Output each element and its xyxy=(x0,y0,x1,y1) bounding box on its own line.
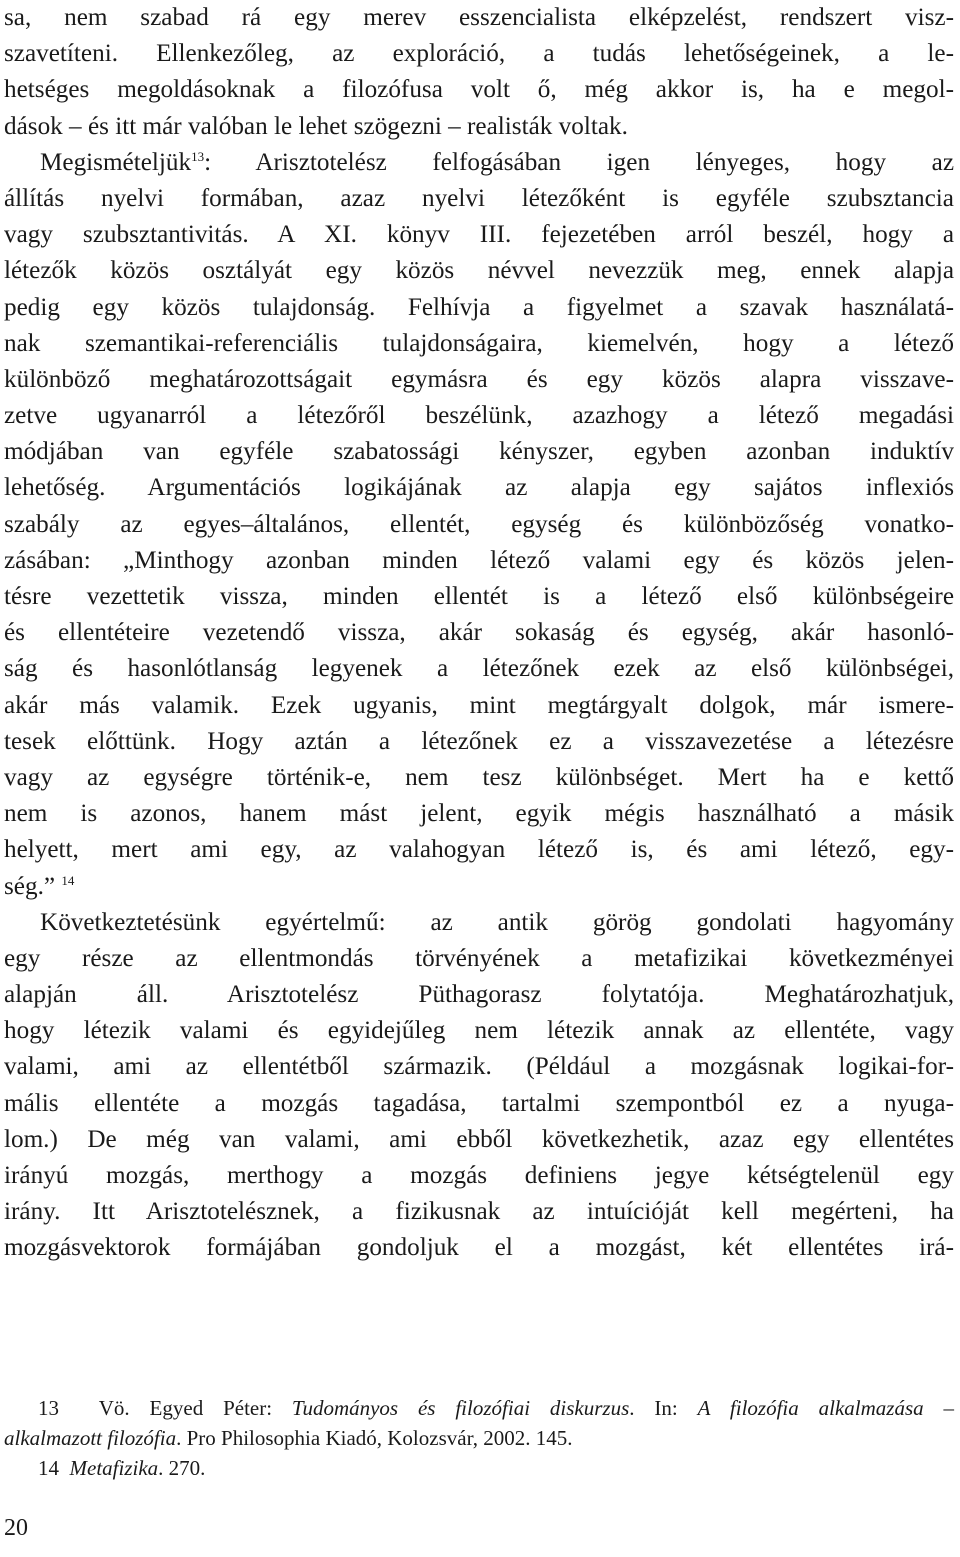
text-line: Következtetésünk egyértelmű: az antik görög gondolati hagyomány xyxy=(40,908,954,936)
text-line: vagy szubsztantivitás. A XI. könyv III. fejezetében arról beszél, hogy a xyxy=(4,221,954,249)
text-line xyxy=(4,869,954,905)
text-line: tesek előttünk. Hogy aztán a létezőnek ez a visszavezetése a létezésre xyxy=(4,727,954,755)
text-fragment: Megismételjük xyxy=(40,148,192,176)
footnote-number: 14 xyxy=(38,1456,59,1480)
text-line: sa, nem szabad rá egy merev esszencialista elképzelést, rendszert visz- xyxy=(4,4,954,31)
text-line: nak szemantikai-referenciális tulajdonságaira, kiemelvén, hogy a létező xyxy=(4,329,954,357)
footnote-text: . Pro Philosophia Kiadó, Kolozsvár, 2002. 145. xyxy=(176,1426,573,1450)
body-text xyxy=(4,0,954,1267)
footnote-number: 13 xyxy=(38,1396,59,1420)
text-line: szavetíteni. Ellenkezőleg, az exploráció, a tudás lehetőségeinek, a le- xyxy=(4,40,954,68)
text-line: vagy az egységre történik-e, nem tesz különbséget. Mert ha e kettő xyxy=(4,763,954,791)
text-line: zetve ugyanarról a létezőről beszélünk, azazhogy a létező megadási xyxy=(4,402,954,430)
text-line: létezők közös osztályát egy közös névvel nevezzük meg, ennek alapja xyxy=(4,257,954,285)
page-number: 20 xyxy=(4,1515,28,1541)
footnote-title: alkalmazott filozófia xyxy=(4,1426,177,1450)
text-line: hogy létezik valami és egyidejűleg nem létezik annak az ellentéte, vagy xyxy=(4,1017,954,1045)
text-line: ság és hasonlótlanság legyenek a létezőnek ezek az első különbségei, xyxy=(4,655,954,683)
text-line: különböző meghatározottságait egymásra és egy közös alapra visszave- xyxy=(4,365,954,393)
footnote-13 xyxy=(4,1393,954,1423)
text-line: valami, ami az ellentétből származik. (Például a mozgásnak logikai-for- xyxy=(4,1053,954,1081)
text-line: hetséges megoldásoknak a filozófusa volt ő, még akkor is, ha e megol- xyxy=(4,76,954,104)
text-line: pedig egy közös tulajdonság. Felhívja a figyelmet a szavak használatá- xyxy=(4,293,954,321)
text-line: módjában van egyféle szabatossági kényszer, egyben azonban induktív xyxy=(4,438,954,466)
text-line: zásában: „Minthogy azonban minden létező valami egy és közös jelen- xyxy=(4,546,954,574)
text-line: mális ellentéte a mozgás tagadása, tartalmi szempontból ez a nyuga- xyxy=(4,1089,954,1117)
text-line: egy része az ellentmondás törvényének a metafizikai következményei xyxy=(4,944,954,972)
footnote-text: . 270. xyxy=(158,1456,206,1480)
text-line: állítás nyelvi formában, azaz nyelvi létezőként is egyféle szubsztancia xyxy=(4,184,954,212)
footnote-title: Metafizika xyxy=(69,1456,159,1480)
text-line: mozgásvektorok formájában gondoljuk el a mozgást, két ellentétes irá- xyxy=(4,1234,954,1262)
footnote-title: A filozófia alkalmazása – xyxy=(697,1396,954,1420)
text-fragment: ség.” xyxy=(4,872,56,900)
text-fragment: : Arisztotelész felfogásában igen lényeges, hogy az xyxy=(204,148,954,176)
footnote-text: Vö. Egyed Péter: xyxy=(98,1396,292,1420)
text-line: tésre vezettetik vissza, minden ellentét is a létező első különbségeire xyxy=(4,583,954,610)
text-line: dások – és itt már valóban le lehet szögezni – realisták voltak. xyxy=(4,112,628,140)
footnote-ref-13: 13 xyxy=(191,148,205,164)
text-line: szabály az egyes–általános, ellentét, egység és különbözőség vonatko- xyxy=(4,510,954,538)
text-line: irány. Itt Arisztotelésznek, a fizikusnak az intuícióját kell megérteni, ha xyxy=(4,1198,954,1226)
footnote-13-continued xyxy=(4,1423,954,1453)
text-line: lom.) De még van valami, ami ebből következhetik, azaz egy ellentétes xyxy=(4,1125,954,1153)
footnote-ref-14: 14 xyxy=(61,872,75,888)
text-line xyxy=(4,145,954,181)
footnote-title: Tudományos és filozófiai diskurzus xyxy=(291,1396,630,1420)
text-line: nem is azonos, hanem mást jelent, egyik mégis használható a másik xyxy=(4,800,954,828)
text-line: irányú mozgás, merthogy a mozgás definiens jegye kétségtelenül egy xyxy=(4,1162,954,1189)
footnote-text: . In: xyxy=(629,1396,698,1420)
footnote-14 xyxy=(4,1453,954,1483)
text-line: akár más valamik. Ezek ugyanis, mint megtárgyalt dolgok, már ismere- xyxy=(4,691,954,719)
text-line: és ellentéteire vezetendő vissza, akár sokaság és egység, akár hasonló- xyxy=(4,619,954,647)
text-line: helyett, mert ami egy, az valahogyan létező is, és ami létező, egy- xyxy=(4,836,954,864)
text-line: alapján áll. Arisztotelész Püthagorasz folytatója. Meghatározhatjuk, xyxy=(4,981,954,1009)
footnotes xyxy=(4,1393,954,1483)
text-line: lehetőség. Argumentációs logikájának az alapja egy sajátos inflexiós xyxy=(4,474,954,502)
